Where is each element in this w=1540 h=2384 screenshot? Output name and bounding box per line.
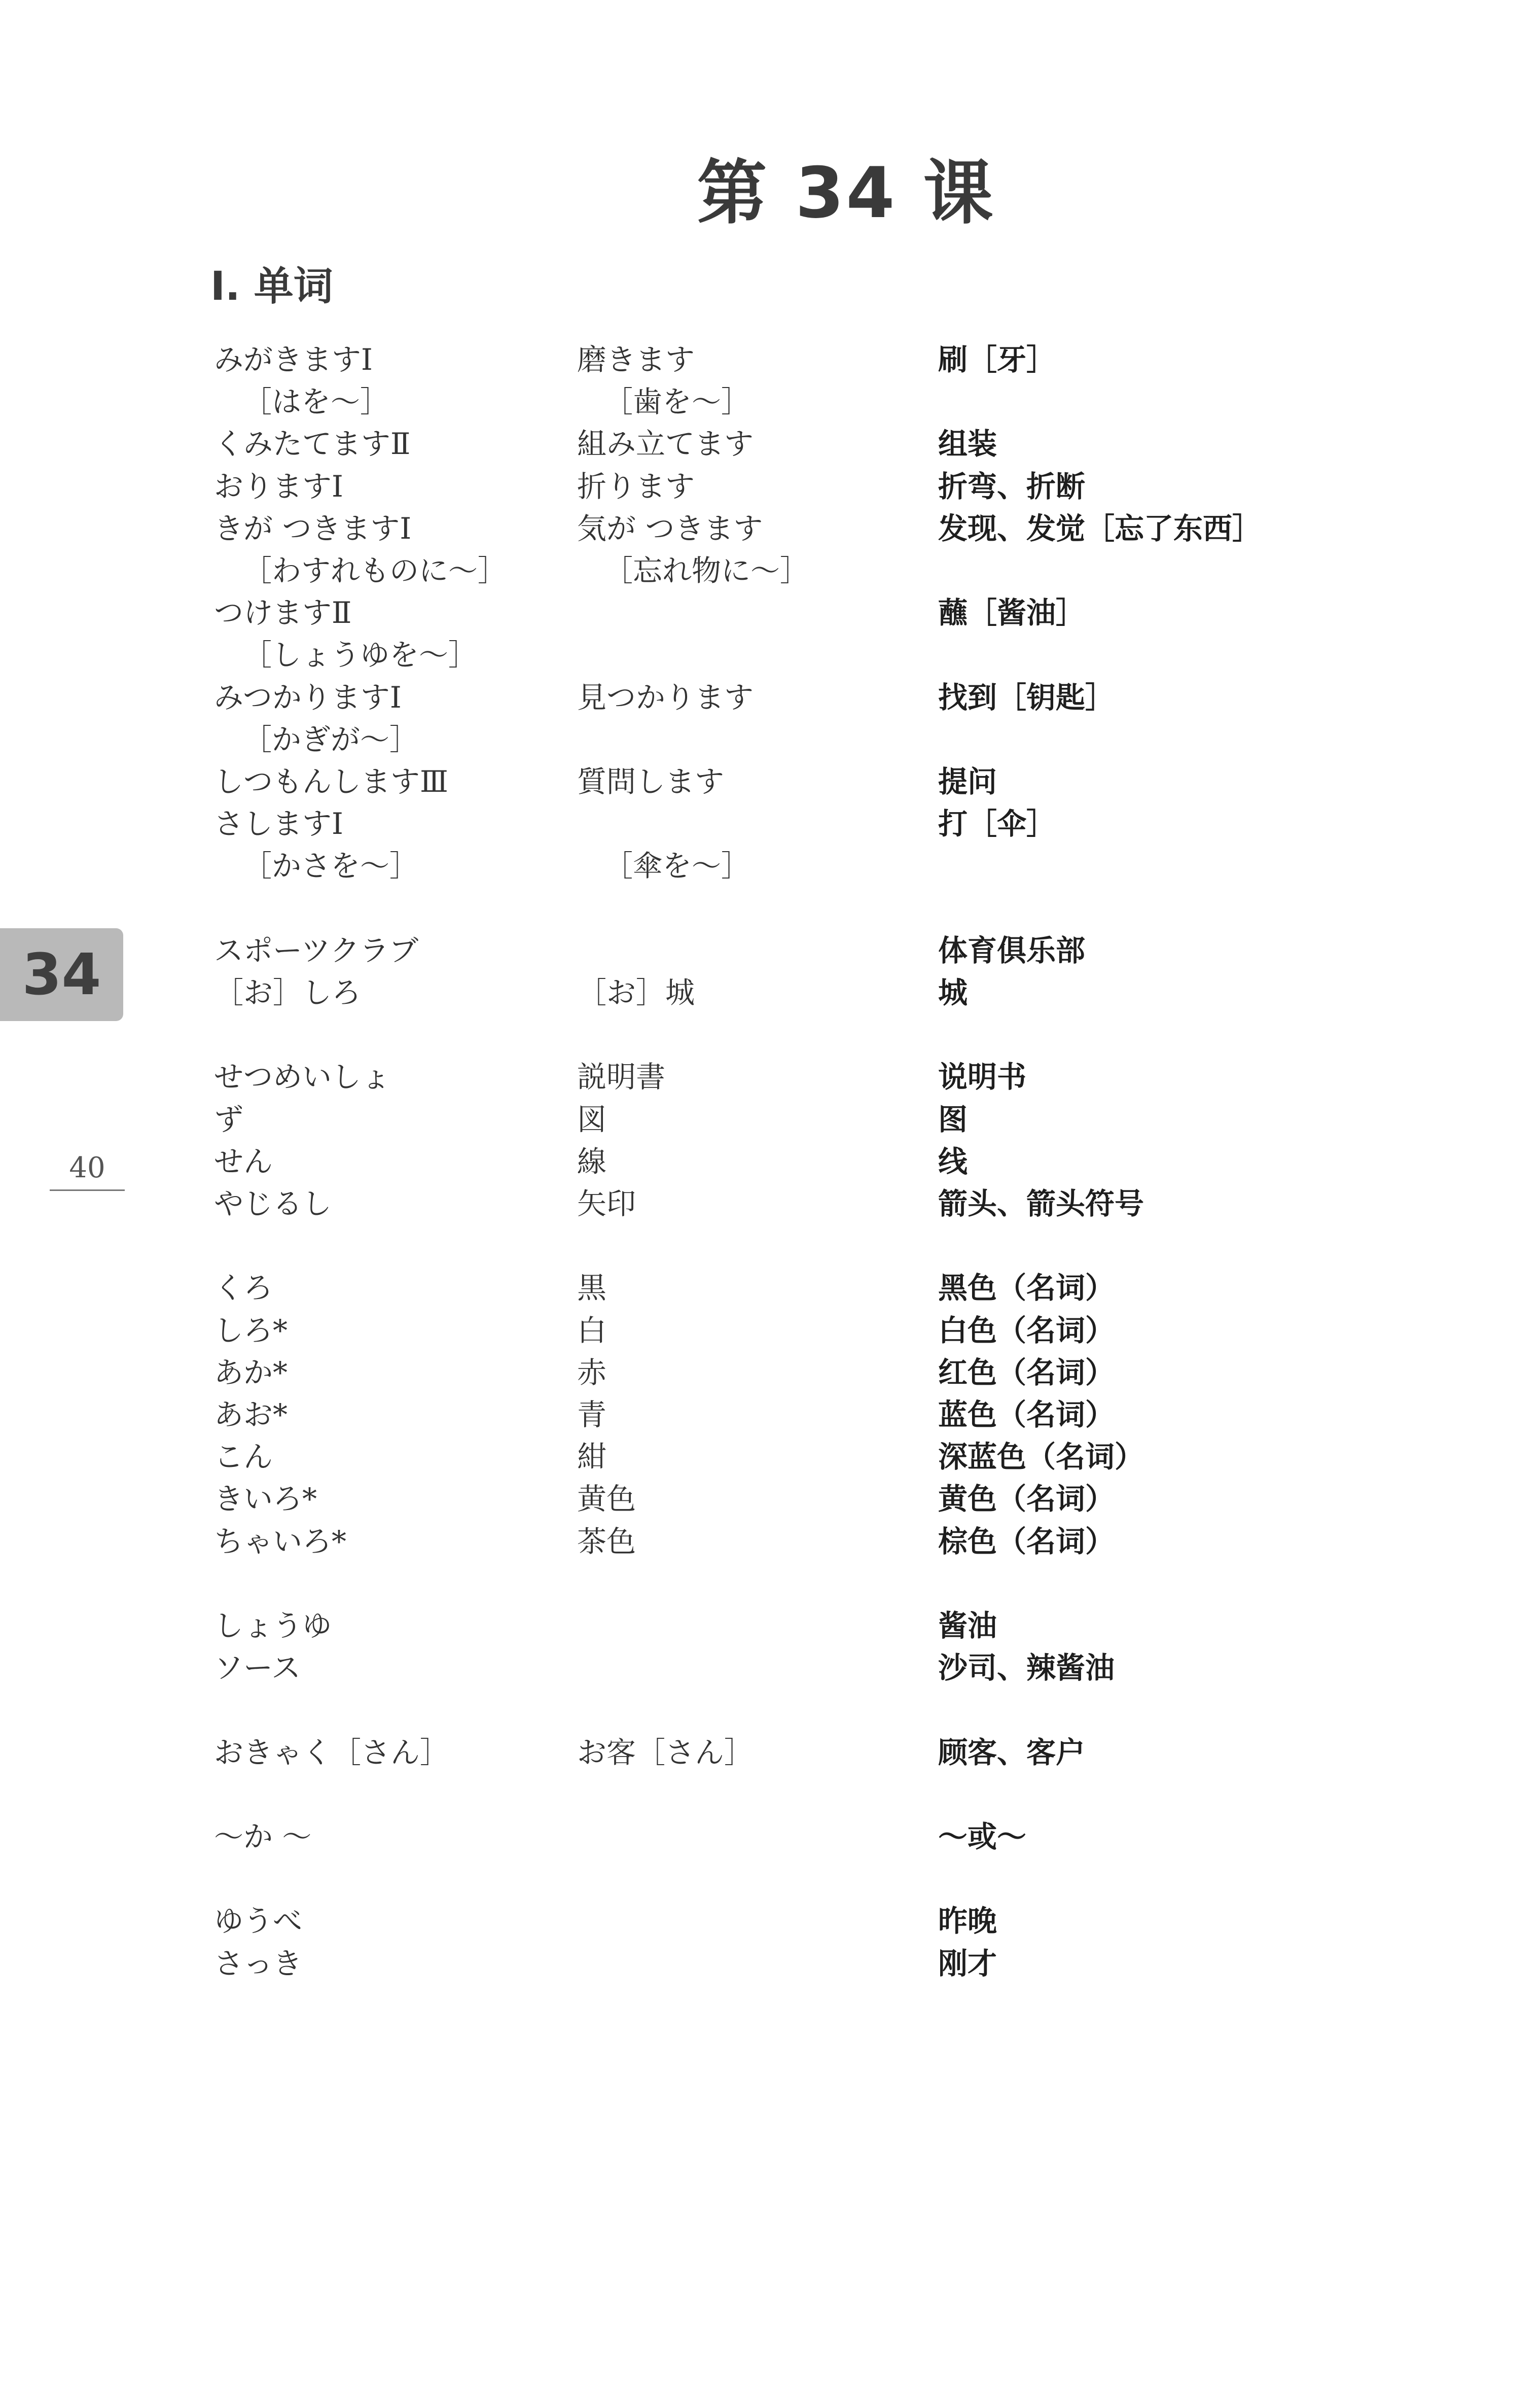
vocab-row	[0, 592, 1540, 634]
vocab-meaning: 蓝色（名词）	[938, 1397, 1115, 1432]
vocab-row	[0, 1056, 1540, 1098]
vocab-row	[0, 1689, 1540, 1731]
vocab-kanji: 黒	[577, 1271, 607, 1305]
vocab-row	[0, 930, 1540, 971]
vocab-kana: くみたてますⅡ	[214, 427, 411, 461]
vocab-kanji: ［お］城	[577, 975, 695, 1010]
vocab-kana: ちゃいろ*	[214, 1524, 347, 1559]
vocab-row	[0, 550, 1540, 591]
vocab-kanji: 茶色	[577, 1524, 636, 1559]
vocab-meaning: 棕色（名词）	[938, 1524, 1115, 1559]
vocab-meaning: 发现、发觉［忘了东西］	[938, 511, 1262, 546]
vocab-row	[0, 1310, 1540, 1351]
vocab-row	[0, 1394, 1540, 1435]
vocab-row	[0, 1183, 1540, 1224]
vocab-kanji: 黄色	[577, 1482, 636, 1516]
vocab-meaning: 找到［钥匙］	[938, 680, 1115, 715]
vocab-kana: ［わすれものに～］	[242, 553, 508, 588]
vocab-kanji: 赤	[577, 1355, 607, 1390]
vocab-row	[0, 466, 1540, 507]
vocab-kanji: ［傘を～］	[603, 849, 751, 883]
vocab-row	[0, 888, 1540, 929]
vocab-meaning: 黑色（名词）	[938, 1271, 1115, 1305]
vocab-kanji: 質問します	[577, 764, 725, 799]
vocab-meaning: 白色（名词）	[938, 1313, 1115, 1348]
vocab-kanji: 磨きます	[577, 342, 695, 377]
vocab-kana: さっき	[214, 1946, 303, 1981]
vocab-row	[0, 1774, 1540, 1815]
vocab-kanji: 白	[577, 1313, 607, 1348]
vocab-kana: ず	[214, 1102, 244, 1137]
vocab-kana: あか*	[214, 1355, 288, 1390]
vocab-kanji: 気が つきます	[577, 511, 763, 546]
vocab-kana: ［お］しろ	[214, 975, 362, 1010]
vocab-row	[0, 1478, 1540, 1520]
vocab-row	[0, 1141, 1540, 1182]
vocab-kana: スポーツクラブ	[214, 933, 419, 968]
vocab-row	[0, 1900, 1540, 1942]
vocab-row	[0, 423, 1540, 465]
vocab-row	[0, 803, 1540, 845]
vocab-kana: ソース	[214, 1651, 301, 1685]
vocab-row	[0, 1099, 1540, 1140]
vocab-meaning: 城	[938, 975, 968, 1010]
vocab-meaning: 线	[938, 1144, 968, 1179]
vocab-kana: こん	[214, 1440, 273, 1474]
vocab-kanji: 折ります	[577, 469, 695, 504]
vocab-meaning: 体育俱乐部	[938, 933, 1086, 968]
vocab-row	[0, 1352, 1540, 1393]
vocab-meaning: 折弯、折断	[938, 469, 1086, 504]
vocab-kana: ［しょうゆを～］	[242, 638, 478, 672]
vocab-row	[0, 634, 1540, 676]
vocab-kana: せん	[214, 1144, 273, 1179]
vocab-kanji: 説明書	[577, 1060, 666, 1094]
vocab-row	[0, 339, 1540, 380]
vocab-kana: ～か ～	[214, 1819, 312, 1854]
vocab-kanji: 組み立てます	[577, 427, 754, 461]
vocab-kana: みがきますⅠ	[214, 342, 373, 377]
vocab-meaning: 顾客、客户	[938, 1735, 1086, 1770]
vocab-meaning: 酱油	[938, 1608, 997, 1643]
vocab-row	[0, 1647, 1540, 1689]
vocab-meaning: 黄色（名词）	[938, 1482, 1115, 1516]
vocab-meaning: 图	[938, 1102, 968, 1137]
vocab-kana: しつもんしますⅢ	[214, 764, 448, 799]
vocab-kana: しろ*	[214, 1313, 288, 1348]
vocab-meaning: 昨晚	[938, 1904, 997, 1938]
vocab-kanji: 矢印	[577, 1186, 636, 1221]
lesson-side-tab: 34	[0, 928, 123, 1021]
vocab-meaning: ～或～	[938, 1819, 1027, 1854]
vocab-row	[0, 677, 1540, 718]
vocab-kanji: お客［さん］	[577, 1735, 754, 1770]
vocab-row	[0, 381, 1540, 423]
vocab-meaning: 箭头、箭头符号	[938, 1186, 1144, 1221]
vocab-kana: あお*	[214, 1397, 288, 1432]
vocab-kana: きいろ*	[214, 1482, 317, 1516]
vocab-kana: おきゃく［さん］	[214, 1735, 450, 1770]
vocab-row	[0, 1605, 1540, 1646]
vocab-kana: つけますⅡ	[214, 595, 352, 630]
vocab-kanji: 図	[577, 1102, 607, 1137]
vocab-kana: やじるし	[214, 1186, 332, 1221]
vocab-row	[0, 972, 1540, 1013]
vocab-kanji: ［歯を～］	[603, 384, 751, 419]
vocab-kanji: 線	[577, 1144, 607, 1179]
vocab-meaning: 组装	[938, 427, 997, 461]
vocab-row	[0, 719, 1540, 760]
vocab-kana: みつかりますⅠ	[214, 680, 402, 715]
vocab-row	[0, 1563, 1540, 1604]
vocab-kanji: 青	[577, 1397, 607, 1432]
vocab-kanji: 紺	[577, 1440, 607, 1474]
vocab-row	[0, 1267, 1540, 1309]
vocab-meaning: 蘸［酱油］	[938, 595, 1086, 630]
vocab-kana: しょうゆ	[214, 1608, 332, 1643]
vocab-row	[0, 1225, 1540, 1267]
vocab-meaning: 深蓝色（名词）	[938, 1440, 1144, 1474]
vocab-row	[0, 1816, 1540, 1857]
vocab-meaning: 刷［牙］	[938, 342, 1056, 377]
vocab-row	[0, 1732, 1540, 1773]
vocab-meaning: 红色（名词）	[938, 1355, 1115, 1390]
lesson-title: 第 34 课	[697, 152, 995, 234]
vocab-kana: ゆうべ	[214, 1904, 303, 1938]
vocab-row	[0, 845, 1540, 887]
vocab-row	[0, 1521, 1540, 1562]
vocab-meaning: 沙司、辣酱油	[938, 1651, 1115, 1685]
vocab-kana: ［はを～］	[242, 384, 390, 419]
vocab-row	[0, 761, 1540, 802]
vocab-kana: おりますⅠ	[214, 469, 343, 504]
vocab-kanji: 見つかります	[577, 680, 754, 715]
vocab-kana: きが つきますⅠ	[214, 511, 412, 546]
vocab-kana: さしますⅠ	[214, 807, 343, 841]
vocab-meaning: 说明书	[938, 1060, 1027, 1094]
section-heading: I. 单词	[210, 264, 333, 309]
vocab-kana: せつめいしょ	[214, 1060, 391, 1094]
vocab-row	[0, 508, 1540, 549]
vocab-kana: くろ	[214, 1271, 273, 1305]
vocab-row	[0, 1858, 1540, 1900]
vocab-meaning: 刚才	[938, 1946, 997, 1981]
vocab-kanji: ［忘れ物に～］	[603, 553, 810, 588]
vocab-row	[0, 1014, 1540, 1056]
vocab-kana: ［かぎが～］	[242, 722, 419, 757]
vocab-row	[0, 1436, 1540, 1478]
page-number: 40	[50, 1151, 125, 1191]
vocab-meaning: 打［伞］	[938, 807, 1056, 841]
vocab-kana: ［かさを～］	[242, 849, 419, 883]
vocab-meaning: 提问	[938, 764, 997, 799]
vocab-row	[0, 1943, 1540, 1984]
